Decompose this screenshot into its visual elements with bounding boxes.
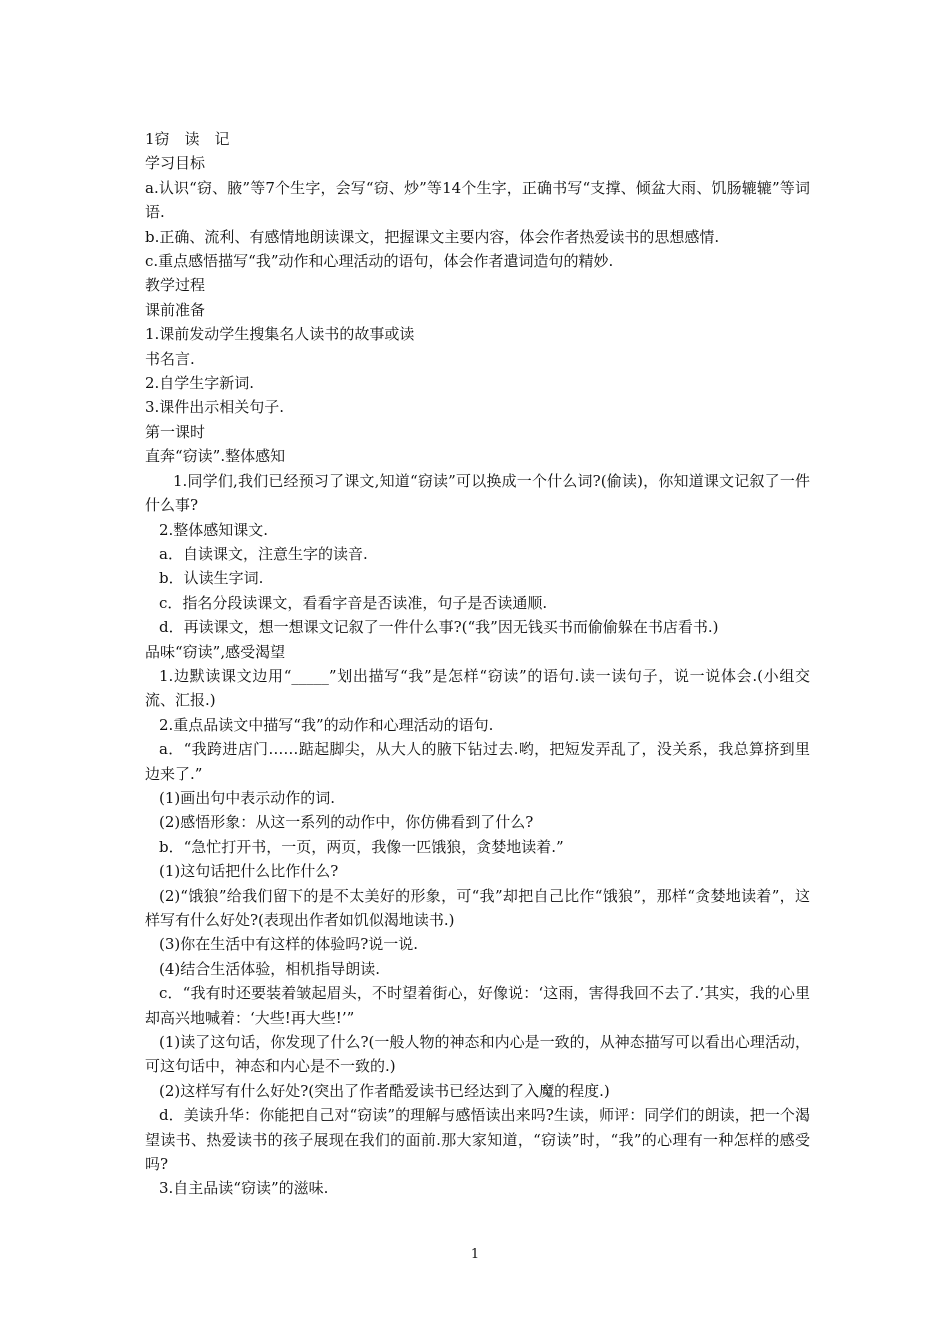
paragraph: 1.同学们,我们已经预习了课文,知道“窃读”可以换成一个什么词?(偷读)，你知道课文记叙了一件什么事? (145, 471, 810, 515)
paragraph: 2.自学生字新词. (145, 374, 255, 393)
paragraph: (3)你在生活中有这样的体验吗?说一说. (159, 935, 419, 954)
paragraph: 2.整体感知课文. (159, 520, 269, 539)
paragraph: c．“我有时还要装着皱起眉头，不时望着街心，好像说：‘这雨，害得我回不去了.’其实，我的心里却高兴地喊着：‘大些!再大些!’” (145, 984, 810, 1027)
paragraph: a．“我跨进店门……踮起脚尖，从大人的腋下钻过去.哟，把短发弄乱了，没关系，我总算挤到里边来了.” (145, 740, 810, 783)
paragraph: 教学过程 (145, 276, 206, 295)
paragraph: a.认识“窃、腋”等7个生字，会写“窃、炒”等14个生字，正确书写“支撑、倾盆大雨、饥肠辘辘”等词语. (145, 178, 810, 222)
page-number: 1 (470, 1247, 480, 1262)
paragraph: d．再读课文，想一想课文记叙了一件什么事?(“我”因无钱买书而偷偷躲在书店看书.) (159, 618, 719, 637)
paragraph: c.重点感悟描写“我”动作和心理活动的语句，体会作者遣词造句的精妙. (145, 252, 614, 271)
paragraph: 3.自主品读“窃读”的滋味. (159, 1179, 329, 1198)
paragraph: (1)画出句中表示动作的词. (159, 788, 336, 807)
paragraph: 直奔“窃读”.整体感知 (145, 447, 286, 466)
paragraph: 品味“窃读”,感受渴望 (145, 642, 286, 661)
paragraph: d．美读升华：你能把自己对“窃读”的理解与感悟读出来吗?生读，师评：同学们的朗读，把一个渴望读书、热爱读书的孩子展现在我们的面前.那大家知道，“窃读”时，“我”的心理有一种怎样的感受吗? (145, 1106, 810, 1174)
paragraph: (1)这句话把什么比作什么? (159, 862, 339, 881)
paragraph: b．认读生字词. (159, 569, 264, 588)
paragraph: (4)结合生活体验，相机指导朗读. (159, 959, 381, 978)
paragraph: 第一课时 (145, 422, 206, 441)
paragraph: 学习目标 (145, 154, 206, 173)
paragraph: 课前准备 (145, 300, 206, 319)
paragraph: (1)读了这句话，你发现了什么?(一般人物的神态和内心是一致的，从神态描写可以看出心理活动，可这句话中，神态和内心是不一致的.) (145, 1033, 810, 1076)
paragraph: (2)“饿狼”给我们留下的是不太美好的形象，可“我”却把自己比作“饿狼”，那样“贪婪地读着”，这样写有什么好处?(表现出作者如饥似渴地读书.) (145, 886, 810, 929)
paragraph: 1.边默读课文边用“_____”划出描写“我”是怎样“窃读”的语句.读一读句子，说一说体会.(小组交流、汇报.) (145, 666, 810, 710)
paragraph: b.正确、流利、有感情地朗读课文，把握课文主要内容，体会作者热爱读书的思想感情. (145, 227, 720, 246)
paragraph: (2)这样写有什么好处?(突出了作者酷爱读书已经达到了入魔的程度.) (159, 1081, 610, 1100)
paragraph: 2.重点品读文中描写“我”的动作和心理活动的语句. (159, 715, 494, 734)
document-page (145, 127, 810, 1201)
document-title: 1窃 读 记 (145, 130, 230, 148)
document-body (145, 151, 810, 1200)
paragraph: 1.课前发动学生搜集名人读书的故事或读 (145, 325, 415, 344)
paragraph: 3.课件出示相关句子. (145, 398, 285, 417)
paragraph: b．“急忙打开书，一页，两页，我像一匹饿狼，贪婪地读着.” (159, 837, 564, 856)
paragraph: c．指名分段读课文，看看字音是否读准，句子是否读通顺. (159, 593, 548, 612)
paragraph: a．自读课文，注意生字的读音. (159, 544, 368, 563)
paragraph: 书名言. (145, 349, 195, 368)
paragraph: (2)感悟形象：从这一系列的动作中，你仿佛看到了什么? (159, 813, 534, 832)
